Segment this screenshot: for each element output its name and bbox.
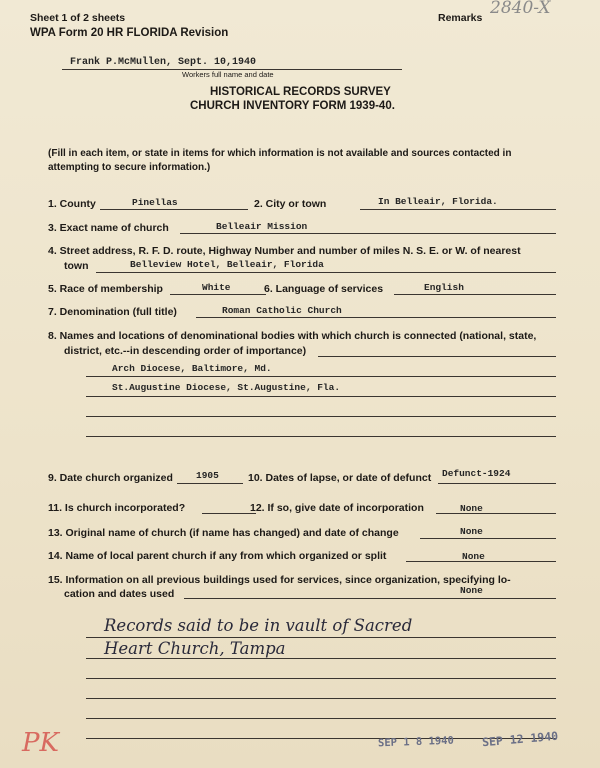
organized-value: 1905: [196, 470, 219, 481]
address-value: Belleview Hotel, Belleair, Florida: [130, 259, 324, 270]
incorporation-date-value: None: [460, 503, 483, 514]
race-line: [170, 294, 266, 295]
buildings-line-3: [86, 678, 556, 679]
buildings-label: 15. Information on all previous buildings used for services, since organization, specifying lo-: [48, 574, 511, 586]
buildings-value: None: [460, 585, 483, 596]
language-value: English: [424, 282, 464, 293]
incorporation-date-line: [436, 513, 556, 514]
lapse-value: Defunct-1924: [442, 468, 511, 479]
buildings-line-5: [86, 718, 556, 719]
parent-value: None: [462, 551, 485, 562]
received-stamp-1: SEP 1 8 1940: [377, 734, 455, 750]
bodies-label-2: district, etc.--in descending order of importance): [64, 345, 307, 357]
remarks-label: Remarks: [438, 12, 483, 24]
pencil-number: 2840-X: [490, 0, 551, 18]
instructions-1: (Fill in each item, or state in items for which information is not available and sources contacted in: [48, 148, 512, 159]
form-number: WPA Form 20 HR FLORIDA Revision: [30, 27, 229, 39]
church-name-label: 3. Exact name of church: [48, 222, 169, 234]
address-line: [96, 272, 556, 273]
buildings-line-4: [86, 698, 556, 699]
buildings-label-2: cation and dates used: [64, 588, 175, 600]
language-line: [394, 294, 556, 295]
denomination-line: [196, 317, 556, 318]
bodies-line-3: [86, 416, 556, 417]
address-label-town: town: [64, 260, 89, 272]
incorporated-label: 11. Is church incorporated?: [48, 502, 186, 514]
county-value: Pinellas: [132, 197, 178, 208]
bodies-line-0: [318, 356, 556, 357]
bodies-label: 8. Names and locations of denominational bodies with which church is connected (national, state,: [48, 330, 537, 342]
handwritten-note-1: Records said to be in vault of Sacred: [104, 616, 413, 635]
title-survey: HISTORICAL RECORDS SURVEY: [210, 86, 391, 98]
lapse-line: [438, 483, 556, 484]
organized-line: [177, 483, 243, 484]
denomination-value: Roman Catholic Church: [222, 305, 342, 316]
original-name-line: [420, 538, 556, 539]
city-value: In Belleair, Florida.: [378, 196, 498, 207]
bodies-value-2: St.Augustine Diocese, St.Augustine, Fla.: [112, 382, 341, 393]
red-initials: PK: [22, 728, 59, 758]
received-stamp-2: SEP 12 1940: [481, 728, 559, 750]
bodies-line-4: [86, 436, 556, 437]
handwritten-note-2: Heart Church, Tampa: [104, 639, 286, 658]
original-name-value: None: [460, 526, 483, 537]
bodies-value-1: Arch Diocese, Baltimore, Md.: [112, 363, 272, 374]
race-value: White: [202, 282, 231, 293]
incorporated-line: [202, 513, 256, 514]
original-name-label: 13. Original name of church (if name has changed) and date of change: [48, 527, 399, 539]
sheet-count: Sheet 1 of 2 sheets: [30, 12, 126, 24]
county-line: [100, 209, 248, 210]
bodies-line-2: [86, 396, 556, 397]
bodies-line-1: [86, 376, 556, 377]
worker-name: Frank P.McMullen, Sept. 10,1940: [70, 57, 257, 68]
county-label: 1. County: [48, 198, 96, 210]
organized-label: 9. Date church organized: [48, 472, 173, 484]
parent-label: 14. Name of local parent church if any from which organized or split: [48, 550, 387, 562]
buildings-line-0: [184, 598, 556, 599]
title-form: CHURCH INVENTORY FORM 1939-40.: [190, 100, 395, 112]
denomination-label: 7. Denomination (full title): [48, 306, 177, 318]
buildings-line-1: [86, 637, 556, 638]
city-label: 2. City or town: [254, 198, 327, 210]
city-line: [360, 209, 556, 210]
language-label: 6. Language of services: [264, 283, 384, 295]
church-name-value: Belleair Mission: [216, 221, 308, 232]
address-label: 4. Street address, R. F. D. route, Highway Number and number of miles N. S. E. or W. of nearest: [48, 245, 521, 257]
buildings-line-2: [86, 658, 556, 659]
incorporation-date-label: 12. If so, give date of incorporation: [250, 502, 424, 514]
lapse-label: 10. Dates of lapse, or date of defunct: [248, 472, 432, 484]
race-label: 5. Race of membership: [48, 283, 163, 295]
worker-caption: Workers full name and date: [182, 70, 274, 79]
parent-line: [406, 561, 556, 562]
church-name-line: [180, 233, 556, 234]
instructions-2: attempting to secure information.): [48, 162, 211, 173]
